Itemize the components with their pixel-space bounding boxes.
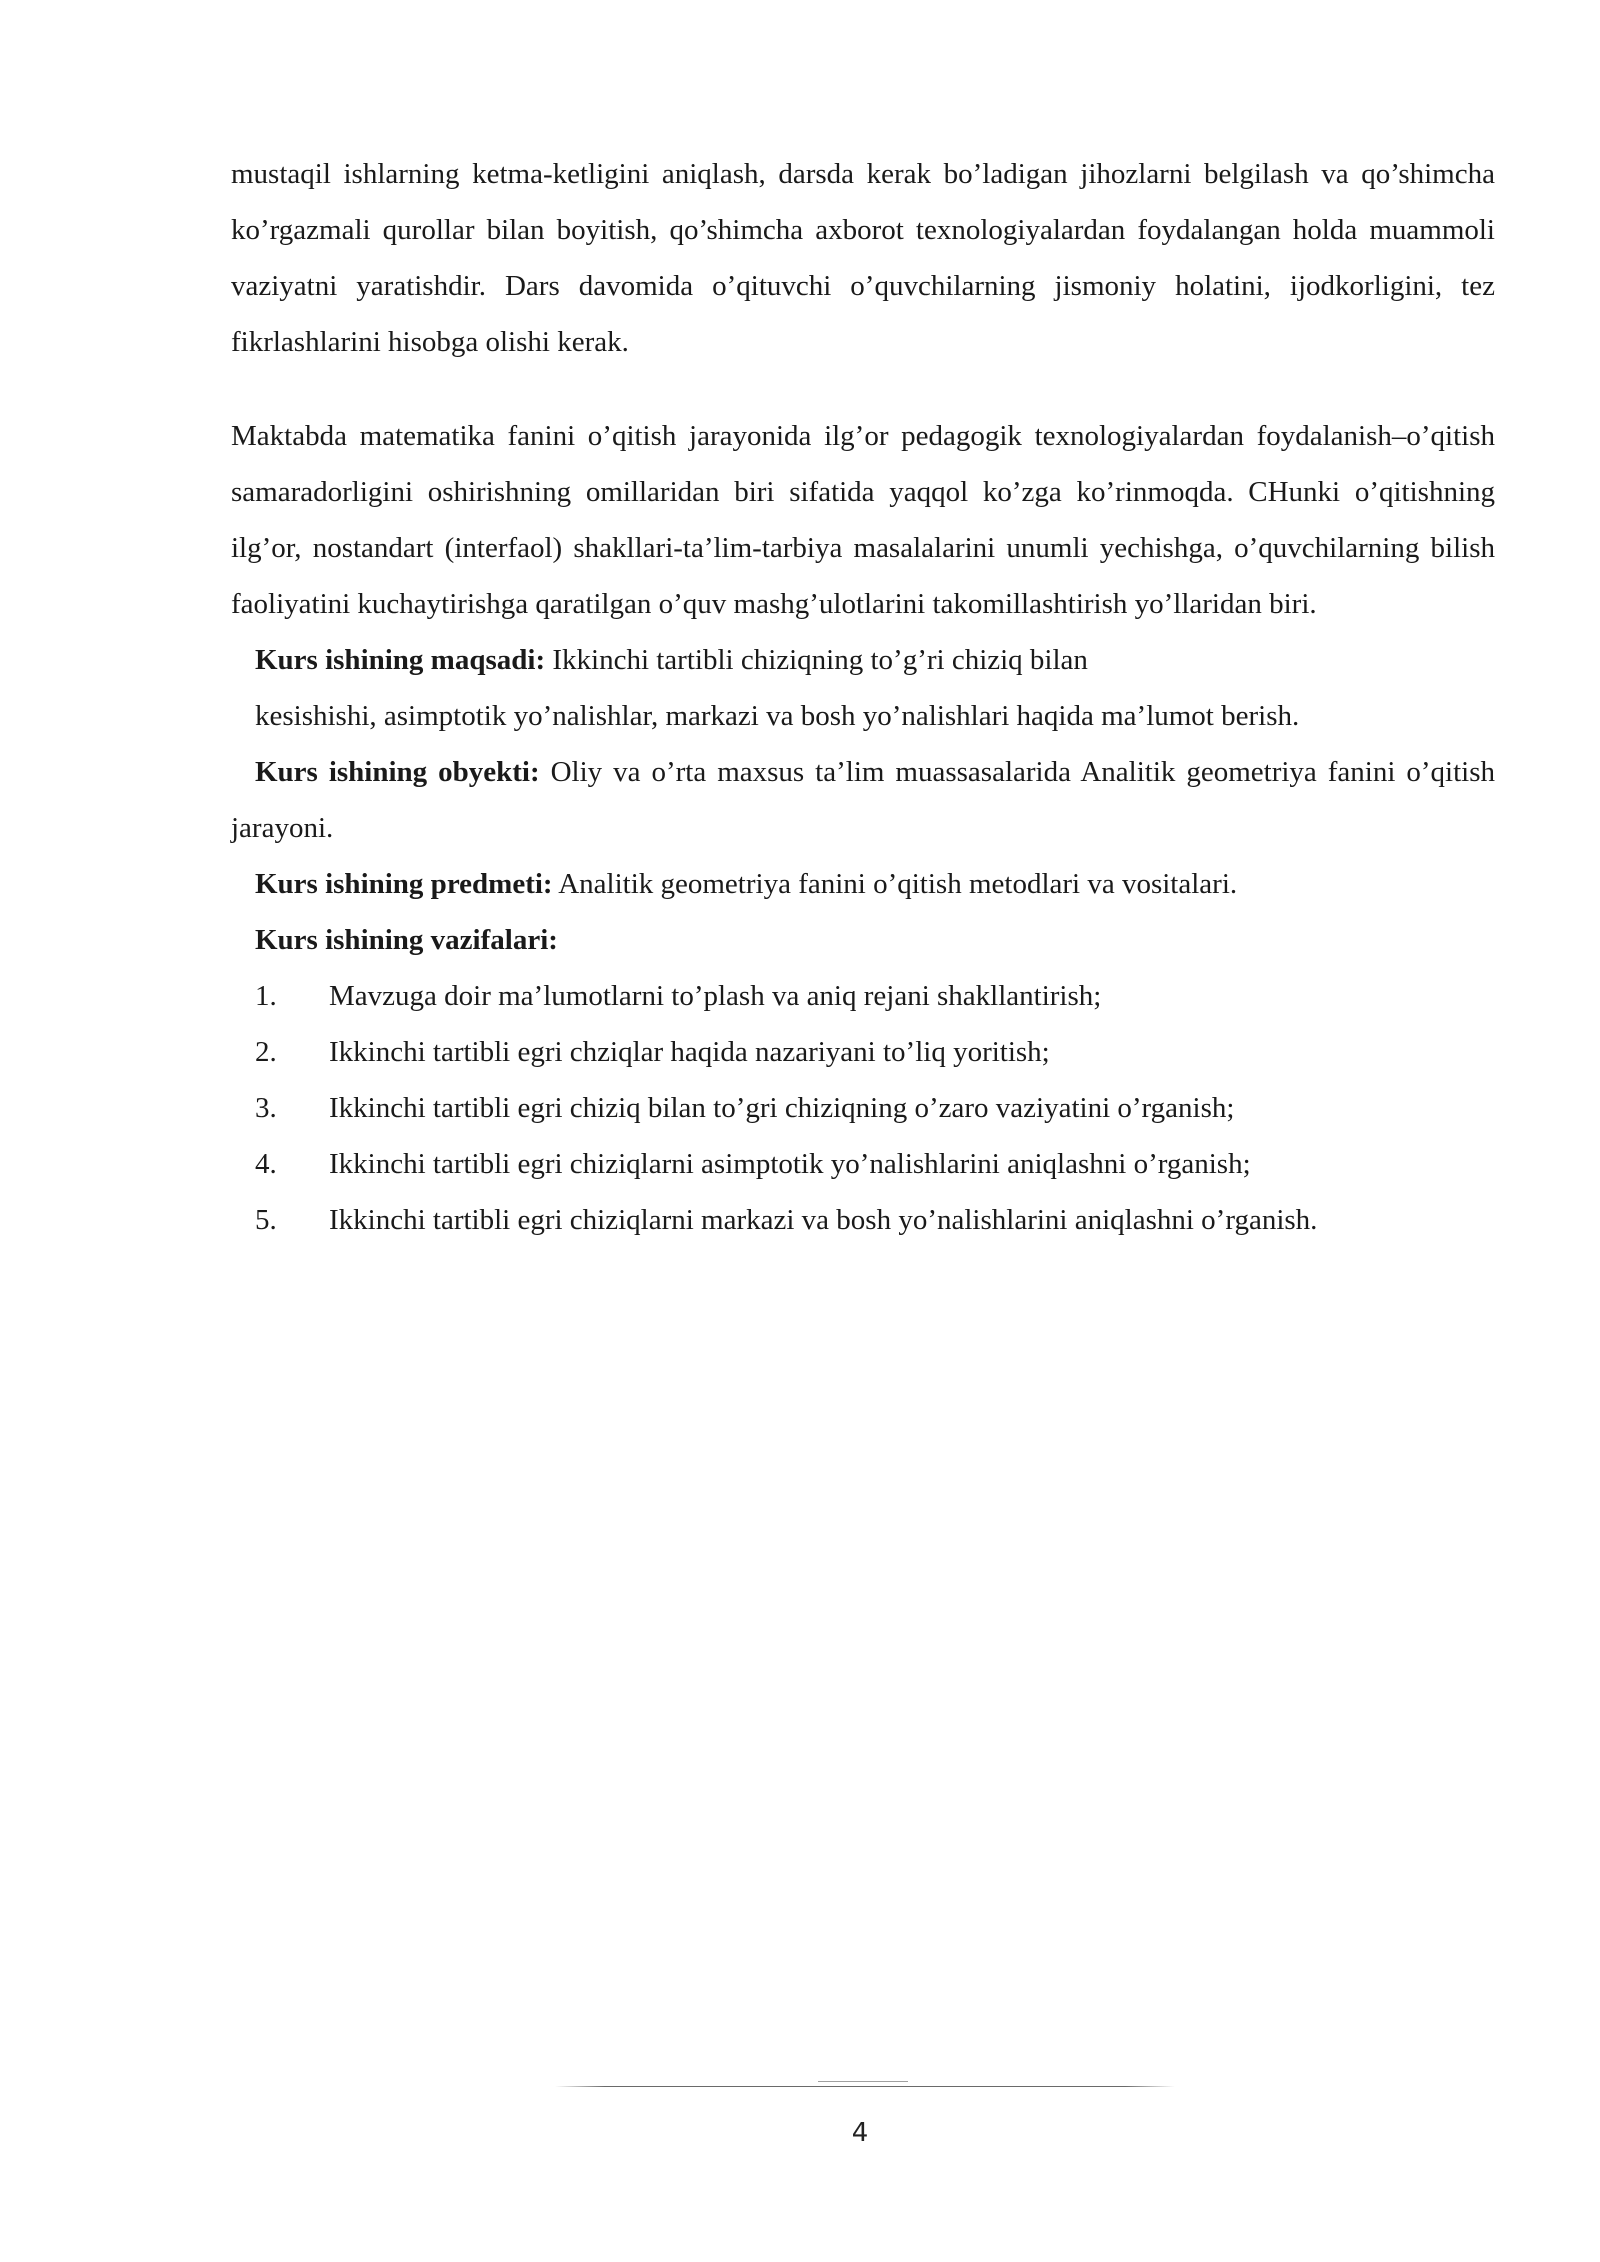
tasks-heading — [231, 912, 1495, 968]
footer-divider-accent — [818, 2081, 908, 2082]
list-item-text: Ikkinchi tartibli egri chiziqlarni asimptotik yo’nalishlarini aniqlashni o’rganish; — [329, 1148, 1251, 1180]
tasks-label: Kurs ishining vazifalari: — [255, 924, 558, 956]
tasks-list — [231, 968, 1495, 1248]
list-item-text: Mavzuga doir ma’lumotlarni to’plash va aniq rejani shakllantirish; — [329, 980, 1102, 1012]
list-item-number: 5. — [255, 1204, 277, 1236]
page-body — [231, 146, 1495, 1248]
list-item — [231, 968, 1495, 1024]
footer-divider — [555, 2086, 1175, 2087]
object-text: Oliy va o’rta maxsus ta’lim muassasalarida Analitik geometriya fanini o’qitish jarayoni. — [231, 756, 1495, 844]
list-item-number: 3. — [255, 1092, 277, 1124]
list-item — [231, 1192, 1495, 1248]
list-item-text: Ikkinchi tartibli egri chiziq bilan to’gri chiziqning o’zaro vaziyatini o’rganish; — [329, 1092, 1235, 1124]
subject-text: Analitik geometriya fanini o’qitish metodlari va vositalari. — [552, 868, 1238, 900]
list-item-number: 1. — [255, 980, 277, 1012]
list-item — [231, 1024, 1495, 1080]
list-item — [231, 1080, 1495, 1136]
goal-continuation: kesishishi, asimptotik yo’nalishlar, markazi va bosh yo’nalishlari haqida ma’lumot berish. — [255, 700, 1300, 732]
page-number: 4 — [851, 2118, 869, 2148]
goal-text-1: Ikkinchi tartibli chiziqning to’g’ri chiziq bilan — [545, 644, 1088, 676]
list-item-text: Ikkinchi tartibli egri chziqlar haqida nazariyani to’liq yoritish; — [329, 1036, 1050, 1068]
list-item-text: Ikkinchi tartibli egri chiziqlarni markazi va bosh yo’nalishlarini aniqlashni o’rganish. — [329, 1204, 1318, 1236]
paragraph-intro: mustaqil ishlarning ketma-ketligini aniqlash, darsda kerak bo’ladigan jihozlarni belgilash va qo’shimcha ko’rgazmali qurollar bilan boyitish, qo’shimcha axborot texnologiyalardan foydalangan holda muammoli vaziyatni yaratishdir. Dars davomida o’qituvchi o’quvchilarning jismoniy holatini, ijodkorligini, tez fikrlashlarini hisobga olishi kerak. — [231, 158, 1495, 358]
object-line — [231, 744, 1495, 856]
goal-line — [231, 632, 1495, 688]
object-label: Kurs ishining obyekti: — [255, 756, 540, 788]
list-item-number: 2. — [255, 1036, 277, 1068]
list-item — [231, 1136, 1495, 1192]
subject-line — [231, 856, 1495, 912]
paragraph-technologies: Maktabda matematika fanini o’qitish jarayonida ilg’or pedagogik texnologiyalardan foydalanish–o’qitish samaradorligini oshirishning omillaridan biri sifatida yaqqol ko’zga ko’rinmoqda. CHunki o’qitishning ilg’or, nostandart (interfaol) shakllari-ta’lim-tarbiya masalalarini unumli yechishga, o’quvchilarning bilish faoliyatini kuchaytirishga qaratilgan o’quv mashg’ulotlarini takomillashtirish yo’llaridan biri. — [231, 420, 1495, 620]
goal-label: Kurs ishining maqsadi: — [255, 644, 546, 676]
list-item-number: 4. — [255, 1148, 277, 1180]
subject-label: Kurs ishining predmeti: — [255, 868, 553, 900]
